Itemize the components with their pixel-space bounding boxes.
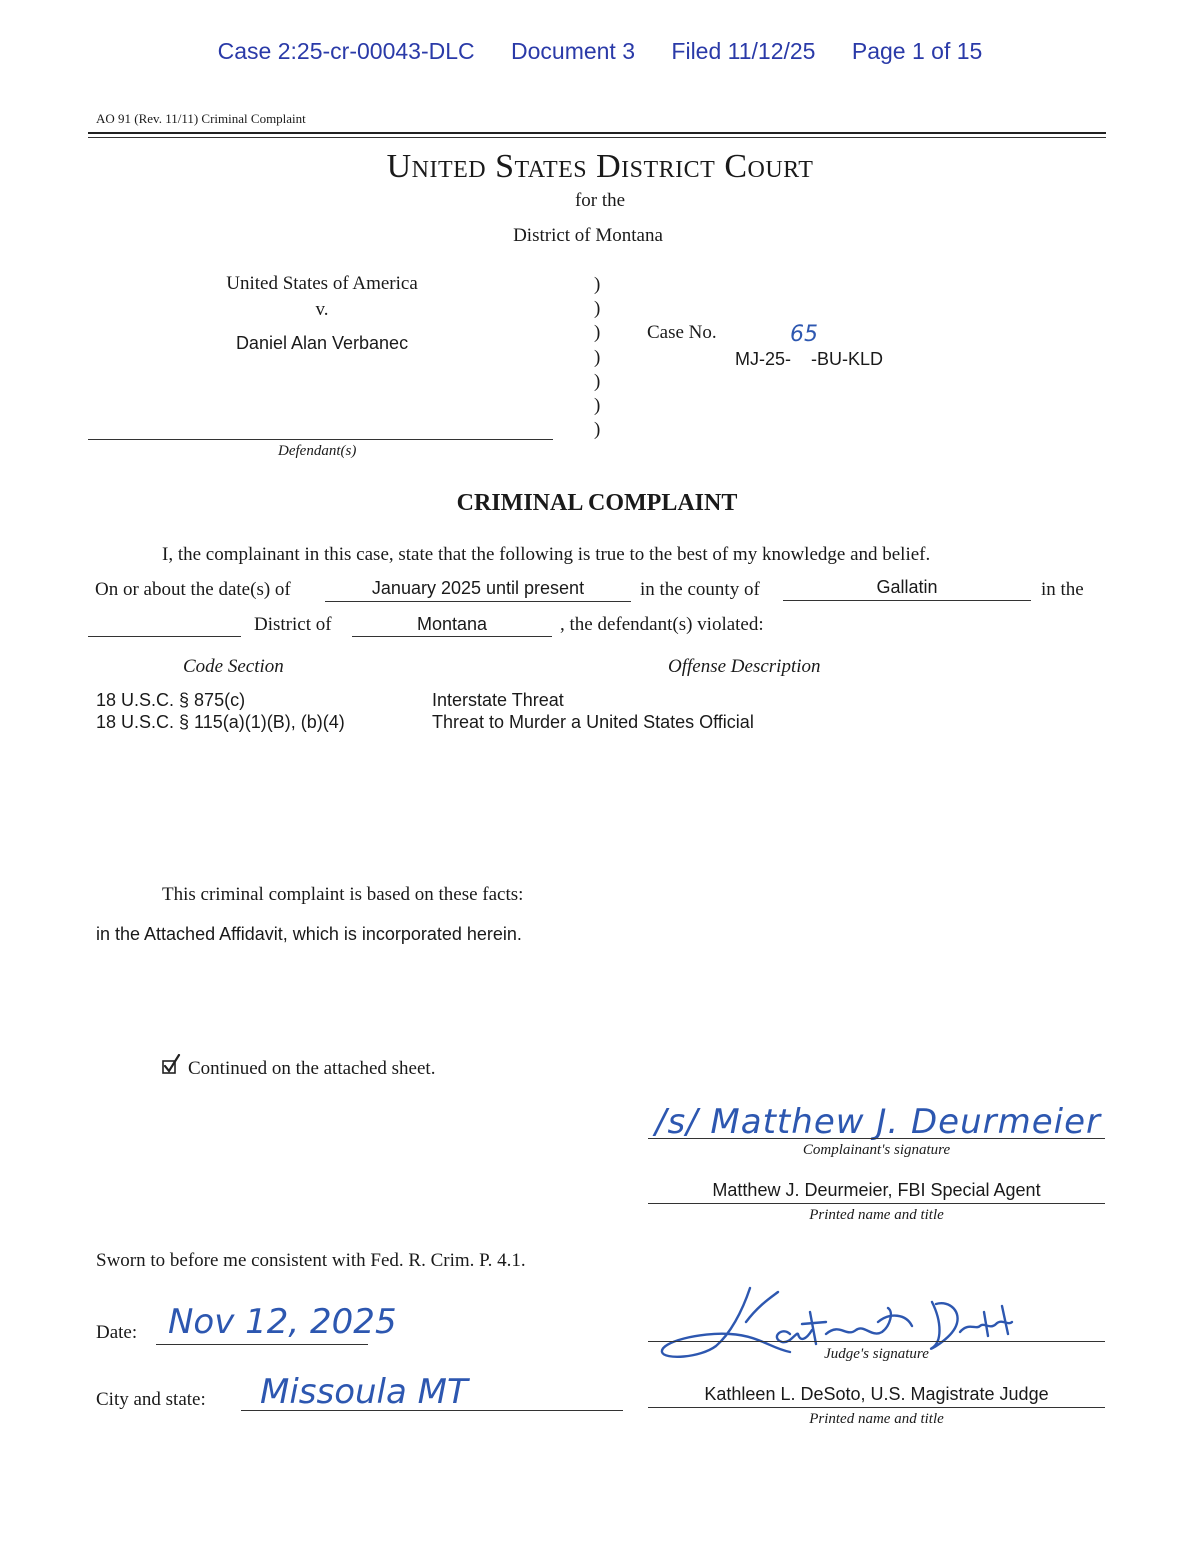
case-number: MJ-25- -BU-KLD <box>735 349 884 369</box>
header-rule-bottom <box>88 137 1106 138</box>
paren: ) <box>594 274 601 295</box>
offense-row <box>96 712 345 733</box>
on-or-about-label: On or about the date(s) of <box>95 579 291 600</box>
complainant-signature-label: Complainant's signature <box>802 1142 951 1158</box>
district: Montana <box>416 614 488 634</box>
offense-description: Threat to Murder a United States Official <box>432 712 754 732</box>
continued-label: Continued on the attached sheet. <box>188 1058 436 1079</box>
county: Gallatin <box>876 577 938 597</box>
district-rule <box>352 636 552 637</box>
stamp-case-number: Case 2:25-cr-00043-DLC <box>217 38 475 64</box>
district-prefix-rule <box>88 636 241 637</box>
offense-dates: January 2025 until present <box>371 578 585 598</box>
paren: ) <box>594 322 601 344</box>
district-of-label: District of <box>254 614 332 635</box>
code-section-label: Code Section <box>183 656 284 677</box>
date-handwritten: Nov 12, 2025 <box>168 1302 397 1342</box>
continued-checkbox[interactable] <box>162 1058 178 1074</box>
case-no-handwritten: 65 <box>790 322 818 347</box>
header-rule-top <box>88 132 1106 134</box>
complaint-heading: CRIMINAL COMPLAINT <box>456 490 738 516</box>
court-district: District of Montana <box>513 225 663 246</box>
complainant-name: Matthew J. Deurmeier, FBI Special Agent <box>712 1180 1041 1200</box>
case-no-label: Case No. <box>647 322 717 343</box>
date-rule <box>156 1344 368 1345</box>
complainant-signature: /s/ Matthew J. Deurmeier <box>655 1102 1101 1142</box>
caption-parentheses <box>594 273 606 442</box>
form-id: AO 91 (Rev. 11/11) Criminal Complaint <box>96 111 306 126</box>
in-the-label: in the <box>1041 579 1084 600</box>
offense-code: 18 U.S.C. § 115(a)(1)(B), (b)(4) <box>96 712 345 732</box>
for-the: for the <box>574 190 626 211</box>
paren: ) <box>594 419 601 441</box>
facts-text: in the Attached Affidavit, which is incorporated herein. <box>96 924 522 944</box>
offense-description-label: Offense Description <box>668 656 821 677</box>
sworn-statement: Sworn to before me consistent with Fed. R. Crim. P. 4.1. <box>96 1250 526 1271</box>
court-title: United States District Court <box>386 148 814 185</box>
defendant-name: Daniel Alan Verbanec <box>235 333 409 353</box>
facts-intro: This criminal complaint is based on these facts: <box>162 884 524 905</box>
paren: ) <box>594 298 601 320</box>
judge-signature-rule <box>648 1341 1105 1342</box>
paren: ) <box>594 395 601 417</box>
county-rule <box>783 600 1031 601</box>
stamp-page: Page 1 of 15 <box>851 38 983 64</box>
defendant-label: Defendant(s) <box>278 443 357 459</box>
filing-stamp <box>0 38 1200 65</box>
judge-name-label: Printed name and title <box>809 1411 944 1427</box>
offense-description: Interstate Threat <box>432 690 564 710</box>
judge-name: Kathleen L. DeSoto, U.S. Magistrate Judge <box>704 1384 1049 1404</box>
paren: ) <box>594 346 601 368</box>
defendant-rule <box>88 439 553 440</box>
in-county-label: in the county of <box>640 579 760 600</box>
complainant-name-label: Printed name and title <box>809 1207 944 1223</box>
city-state-rule <box>241 1410 623 1411</box>
paren: ) <box>594 370 601 392</box>
complainant-signature-rule <box>648 1138 1105 1139</box>
stamp-filed-date: Filed 11/12/25 <box>671 38 816 64</box>
city-state-label: City and state: <box>96 1389 206 1410</box>
complaint-intro: I, the complainant in this case, state that the following is true to the best of my knowledge and belief. <box>162 544 931 565</box>
complainant-name-rule <box>648 1203 1105 1204</box>
date-label: Date: <box>96 1322 138 1343</box>
judge-signature-label: Judge's signature <box>824 1346 929 1362</box>
checkmark-icon <box>162 1054 182 1076</box>
violated-label: , the defendant(s) violated: <box>560 614 764 635</box>
offense-row <box>96 690 245 711</box>
plaintiff-name: United States of America <box>226 273 418 294</box>
stamp-document: Document 3 <box>511 38 636 64</box>
city-state-handwritten: Missoula MT <box>260 1372 468 1412</box>
offense-code: 18 U.S.C. § 875(c) <box>96 690 246 710</box>
judge-name-rule <box>648 1407 1105 1408</box>
versus: v. <box>315 299 329 320</box>
dates-rule <box>325 601 631 602</box>
